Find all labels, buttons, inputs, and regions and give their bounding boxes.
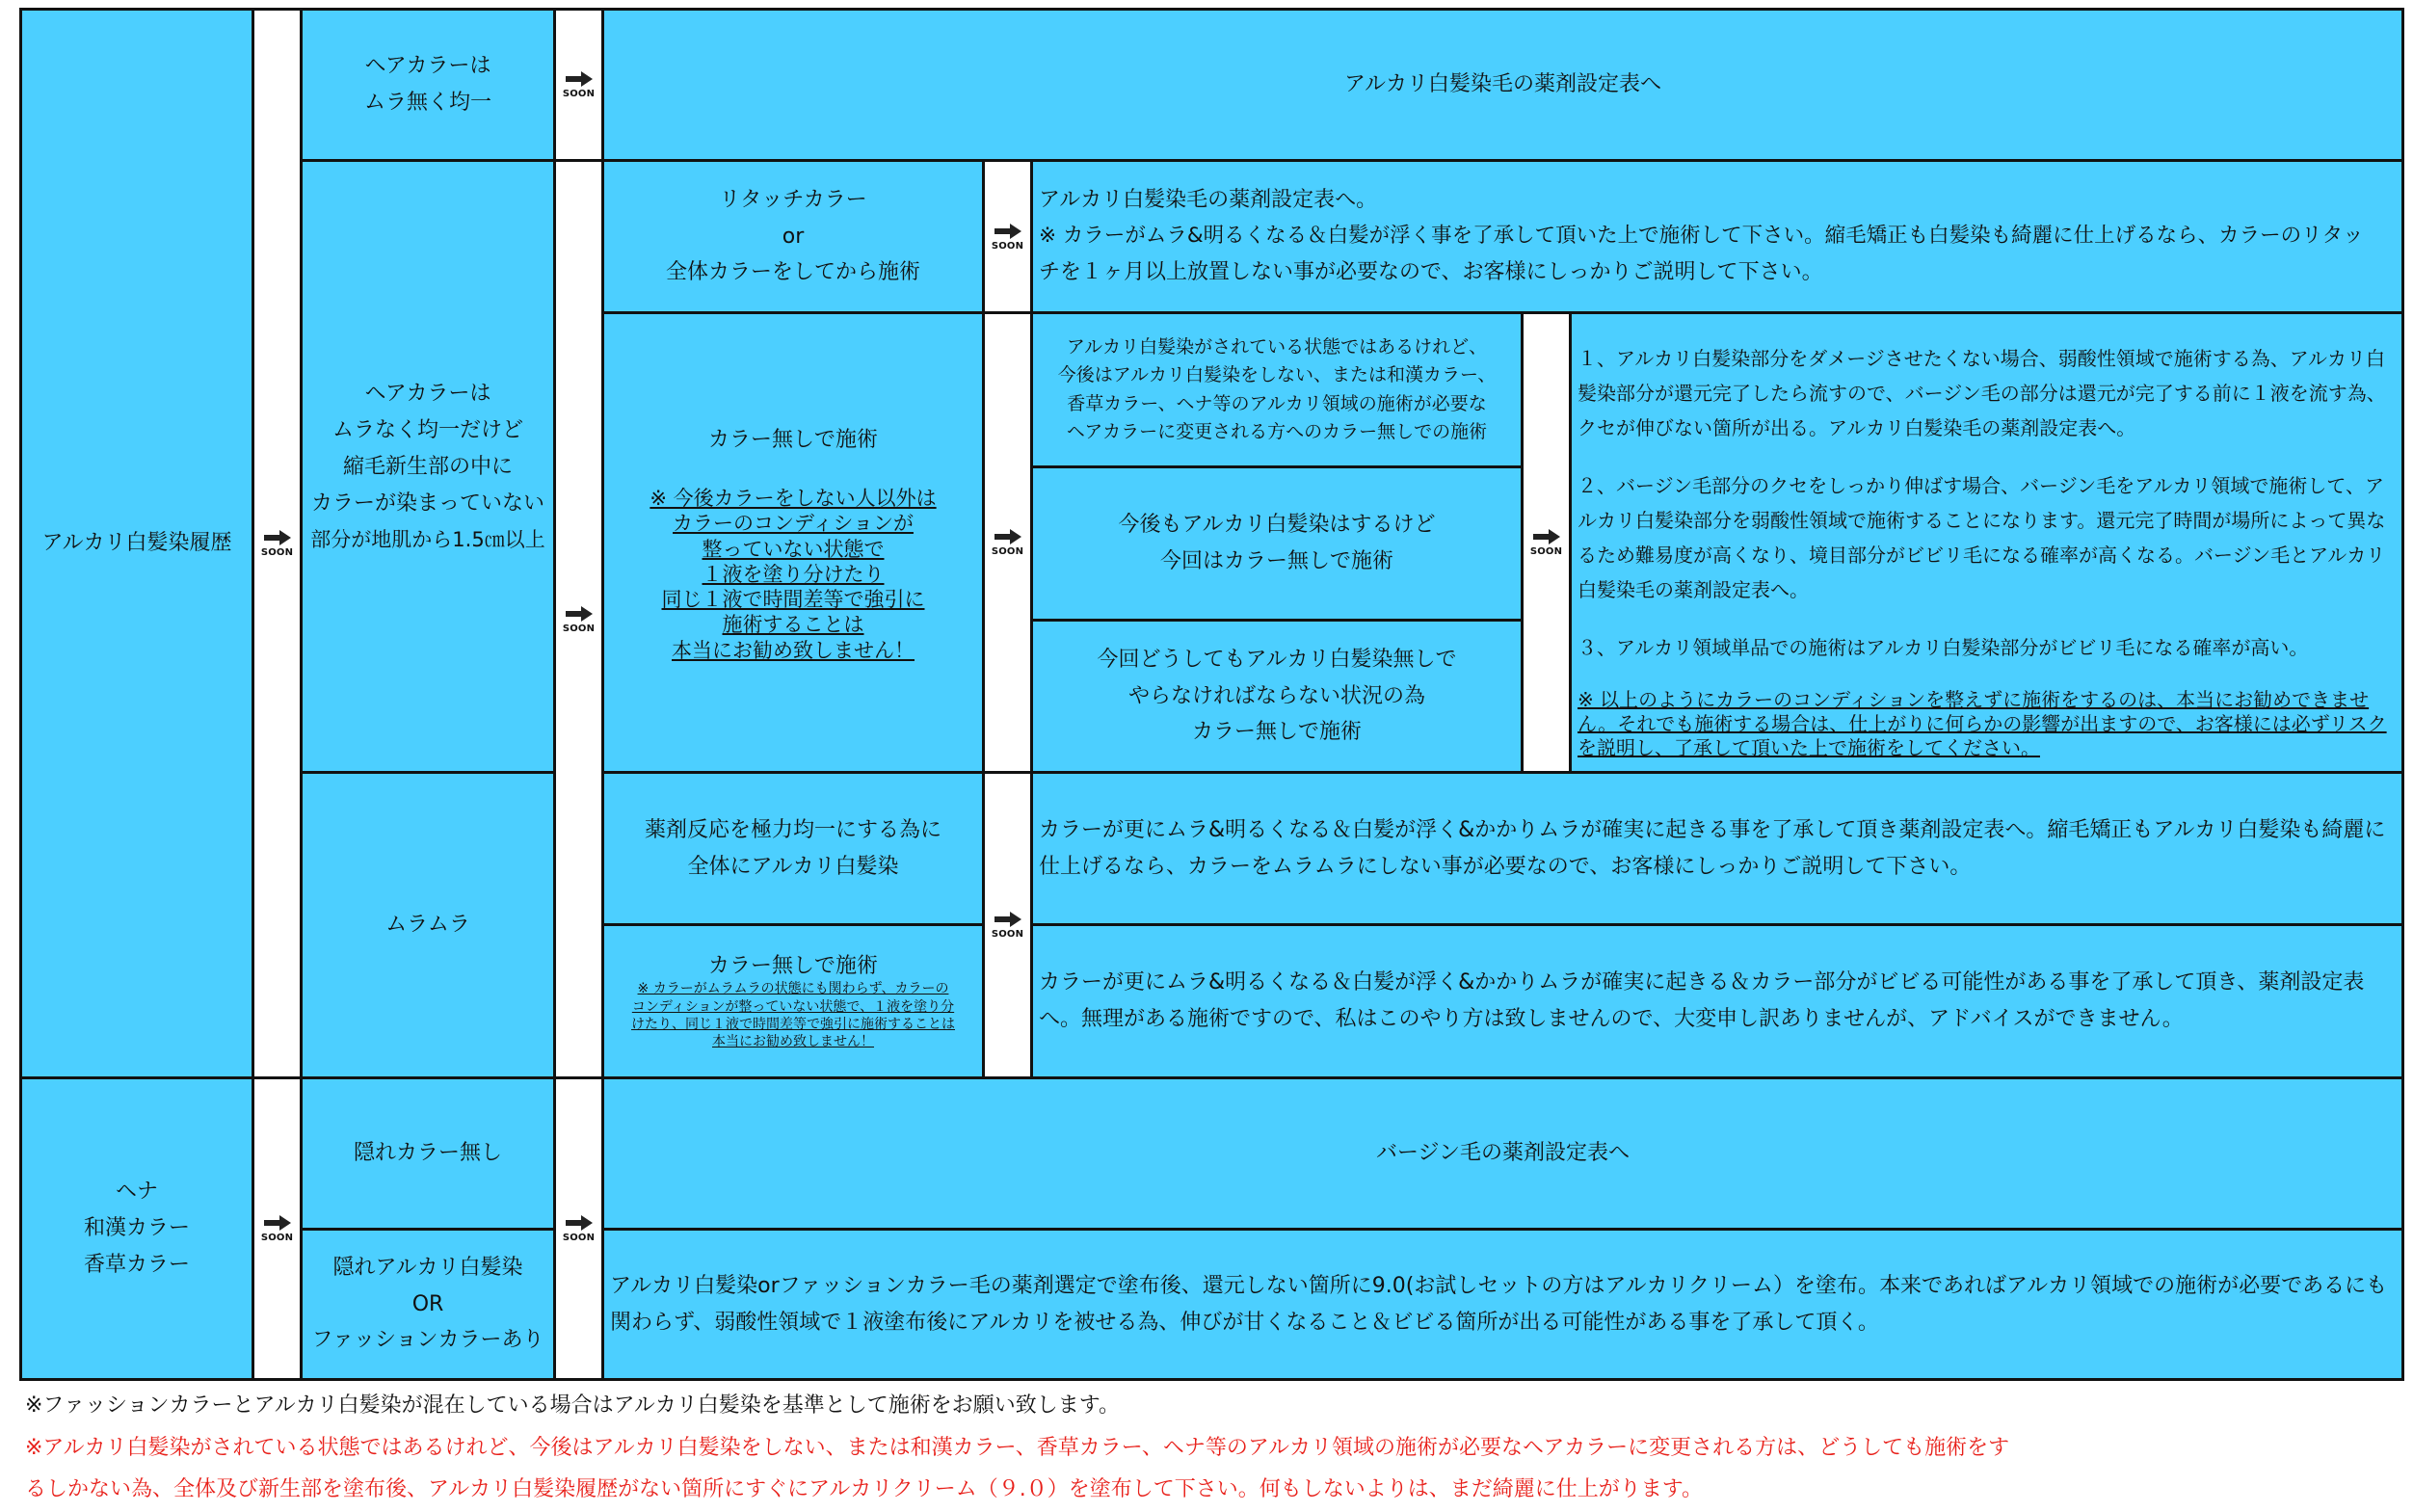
condition-line: OR [411,1291,444,1316]
connector [553,159,604,1079]
result-hidden-color [601,1228,2404,1381]
footnote-fashion-mix: ※ファッションカラーとアルカリ白髪染が混在している場合はアルカリ白髪染を基準として施術をお願い致します。 [25,1393,1121,1418]
treatment-no-color-uneven [601,923,985,1079]
option-continuing [1030,465,1524,622]
warning-line: コンディションが整っていない状態で、１液を塗り分 [631,998,955,1015]
warning-line: ※ 今後カラーをしない人以外は [650,487,937,511]
result-uneven-no-color [1030,923,2404,1079]
soon-label: SOON [991,240,1024,252]
connector [982,311,1033,774]
treatment-line: 全体カラーをしてから施術 [665,260,920,285]
group-label: アルカリ白髪染履歴 [41,531,232,556]
condition-even-with-gap [300,159,556,774]
detail-line: 白髪染毛の薬剤設定表へ。 [1578,578,1809,601]
condition-line: ヘアカラーは [364,54,491,79]
right-arrow-icon [565,1214,594,1232]
group-alkaline-history [19,8,254,1079]
result-retouch [1030,159,2404,314]
option-line: 今後もアルカリ白髪染はするけど [1118,513,1436,538]
warning-line: １液を塗り分けたり [702,562,885,586]
soon-label: SOON [562,1233,596,1243]
detail-line: るため難易度が高くなり、境目部分がビビリ毛になる確率が高くなる。バージン毛とアルカリ [1578,544,2386,567]
result-virgin-chart [601,1076,2404,1231]
option-line: アルカリ白髪染がされている状態ではあるけれど、 [1066,335,1488,358]
condition-hidden-color [300,1228,556,1381]
condition-line: 隠れアルカリ白髪染 [332,1255,523,1280]
treatment-even-reaction [601,771,985,926]
condition-line: ムラ無く均一 [363,91,491,115]
result-text: カラーが更にムラ&明るくなる＆白髪が浮く&かかりムラが確実に起きる＆カラー部分がビビる可能性がある事を了承して頂き、薬剤設定表 [1039,970,2365,995]
right-arrow-icon [263,1214,292,1232]
right-arrow-icon [994,223,1022,240]
result-text: 関わらず、弱酸性領域で１液塗布後にアルカリを被せる為、伸びが甘くなること＆ビビる箇所が出る可能性がある事を了承して頂く。 [610,1310,1879,1335]
result-text: ※ カラーがムラ&明るくなる＆白髪が浮く事を了承して頂いた上で施術して下さい。縮毛矯正も白髪染も綺麗に仕上げるなら、カラーのリタッ [1039,224,2364,249]
group-label: 和漢カラー [83,1216,190,1241]
condition-no-hidden-color [300,1076,556,1231]
detail-line: ３、アルカリ領域単品での施術はアルカリ白髪染部分がビビリ毛になる確率が高い。 [1578,636,2309,659]
detail-line: ルカリ白髪染部分を弱酸性領域で施術することになります。還元完了時間が場所によって異な [1578,509,2386,532]
result-text: 仕上げるなら、カラーをムラムラにしない事が必要なので、お客様にしっかりご説明して下さい。 [1039,854,1972,879]
footnote-switch-warning-1: ※アルカリ白髪染がされている状態ではあるけれど、今後はアルカリ白髪染をしない、または和漢カラー、香草カラー、ヘナ等のアルカリ領域の施術が必要なヘアカラーに変更される方は、どうしても施術をす [25,1436,2010,1460]
right-arrow-icon [263,529,292,546]
condition-line: ファッションカラーあり [311,1328,544,1353]
soon-label: SOON [260,1233,294,1243]
treatment-line: 全体にアルカリ白髪染 [687,854,899,879]
group-label: ヘナ [115,1180,158,1205]
result-text: アルカリ白髪染orファッションカラー毛の薬剤選定で塗布後、還元しない箇所に9.0(お試しセットの方はアルカリクリーム）を塗布。本来であればアルカリ領域での施術が必要であるにも [610,1273,2388,1298]
detail-line: クセが伸びない箇所が出る。アルカリ白髪染毛の薬剤設定表へ。 [1578,416,2136,439]
warning-line: 本当にお勧め致しません！ [712,1034,874,1050]
condition-line: ヘアカラーは [364,382,491,407]
condition-line: カラーが染まっていない [310,491,544,516]
result-text: アルカリ白髪染毛の薬剤設定表へ [1343,72,1662,97]
option-line: カラー無しで施術 [1191,720,1362,745]
warning-line: 同じ１液で時間差等で強引に [661,588,925,612]
soon-label: SOON [991,546,1024,557]
warning-line: ※ 以上のようにカラーのコンディションを整えずに施術をするのは、本当にお勧めできませ [1578,688,2370,711]
connector [1521,311,1572,774]
soon-label: SOON [562,623,596,634]
group-henna-herbal [19,1076,254,1381]
right-arrow-icon [1532,528,1561,545]
option-switching-away [1030,311,1524,468]
group-label: 香草カラー [83,1252,190,1277]
connector [982,159,1033,314]
condition-line: 隠れカラー無し [353,1141,502,1166]
footnote-switch-warning-2: るしかない為、全体及び新生部を塗布後、アルカリ白髪染履歴がない箇所にすぐにアルカリクリーム（９.０）を塗布して下さい。何もしないよりは、まだ綺麗に仕上がります。 [25,1477,1704,1501]
option-line: やらなければならない状況の為 [1127,683,1425,708]
warning-line: 施術することは [722,613,864,637]
treatment-retouch [601,159,985,314]
connector [553,8,604,162]
warning-line: を説明し、了承して頂いた上で施術をしてください。 [1578,736,2040,759]
detail-line: ２、バージン毛部分のクセをしっかり伸ばす場合、バージン毛をアルカリ領域で施術して、ア [1578,474,2384,497]
option-line: 今回はカラー無しで施術 [1159,549,1393,573]
treatment-line: 薬剤反応を極力均一にする為に [644,817,941,842]
treatment-no-color [601,311,985,774]
right-arrow-icon [994,528,1022,545]
result-text: バージン毛の薬剤設定表へ [1375,1141,1630,1166]
soon-label: SOON [562,89,596,99]
detail-line: 髪染部分が還元完了したら流すので、バージン毛の部分は還元が完了する前に１液を流す為、 [1578,382,2386,405]
treatment-line: or [782,224,805,249]
option-must-skip [1030,619,1524,774]
right-arrow-icon [565,70,594,88]
result-alkaline-chart [601,8,2404,162]
result-text: カラーが更にムラ&明るくなる＆白髪が浮く&かかりムラが確実に起きる事を了承して頂き薬剤設定表へ。縮毛矯正もアルカリ白髪染も綺麗に [1039,817,2386,842]
result-text: へ。無理がある施術ですので、私はこのやり方は致しませんので、大変申し訳ありませんが、アドバイスができません。 [1039,1007,2184,1031]
treatment-title: カラー無しで施術 [707,953,878,978]
option-line: ヘアカラーに変更される方へのカラー無しでの施術 [1066,420,1488,442]
right-arrow-icon [994,911,1022,928]
result-text: アルカリ白髪染毛の薬剤設定表へ。 [1039,188,1378,213]
condition-line: 縮毛新生部の中に [342,454,513,479]
soon-label: SOON [260,547,294,558]
soon-label: SOON [1529,546,1563,557]
warning-line: ※ カラーがムラムラの状態にも関わらず、カラーの [637,981,949,997]
warning-line: けたり、同じ１液で時間差等で強引に施術することは [631,1016,955,1032]
option-line: 今後はアルカリ白髪染をしない、または和漢カラー、 [1057,364,1497,386]
condition-line: 部分が地肌から1.5㎝以上 [310,527,545,551]
condition-line: ムラムラ [385,913,470,938]
treatment-title: カラー無しで施術 [707,428,878,453]
connector [252,1076,303,1381]
result-text: チを１ヶ月以上放置しない事が必要なので、お客様にしっかりご説明して下さい。 [1039,259,1823,284]
condition-uneven [300,771,556,1079]
result-uneven-alkaline [1030,771,2404,926]
warning-line: 本当にお勧め致しません！ [672,638,915,662]
connector [982,771,1033,1079]
option-line: 今回どうしてもアルカリ白髪染無しで [1097,647,1457,672]
treatment-line: リタッチカラー [719,187,867,212]
right-arrow-icon [565,605,594,623]
detail-line: １、アルカリ白髪染部分をダメージさせたくない場合、弱酸性領域で施術する為、アルカリ白 [1578,347,2385,370]
warning-line: 整っていない状態で [702,537,885,561]
connector [553,1076,604,1381]
warning-line: カラーのコンディションが [673,512,914,536]
detail-explanation [1569,311,2404,774]
condition-even [300,8,556,162]
condition-line: ムラなく均一だけど [331,418,523,443]
connector [252,8,303,1079]
warning-line: ん。それでも施術する場合は、仕上がりに何らかの影響が出ますので、お客様には必ずリスク [1578,712,2387,735]
soon-label: SOON [991,929,1024,940]
option-line: 香草カラー、ヘナ等のアルカリ領域の施術が必要な [1067,392,1487,414]
